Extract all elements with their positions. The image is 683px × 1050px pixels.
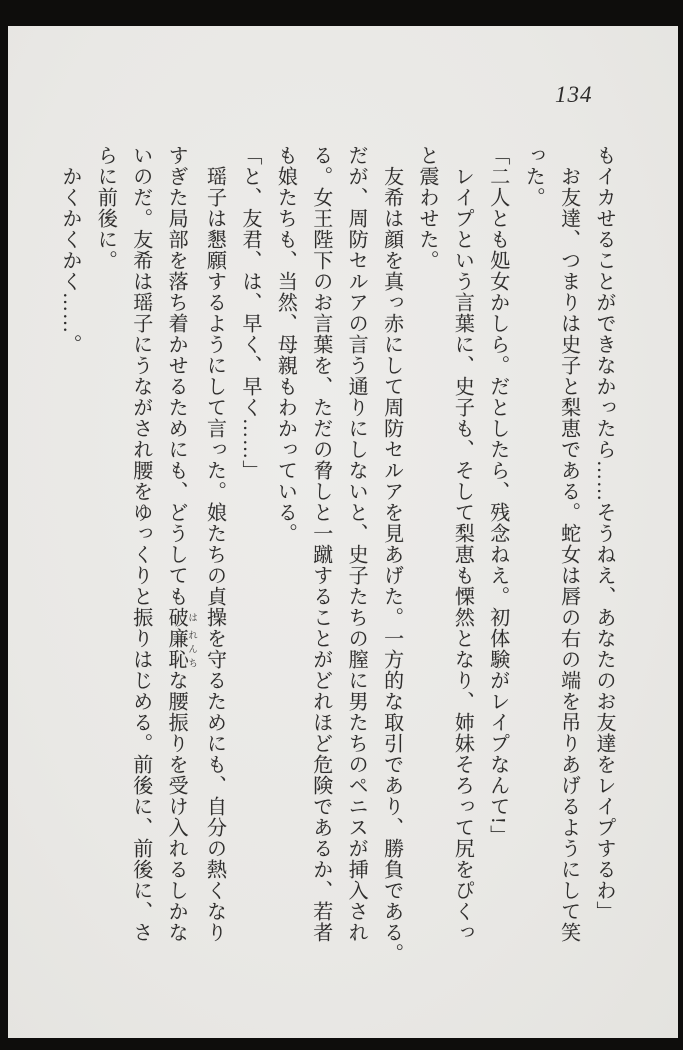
text-run: な腰振りを受け入れるしかな <box>165 670 188 943</box>
text-column <box>409 145 444 973</box>
text-run: いのだ。友希は瑶子にうながされ腰をゆっくりと振りはじめる。前後に、前後に、さ <box>129 145 152 943</box>
text-run: かくかくかく……。 <box>58 166 81 355</box>
text-run: と震わせた。 <box>415 145 438 271</box>
text-run: 「と、友君、は、早く、早く……」 <box>238 145 261 481</box>
text-run: もイカせることができなかったら……そうねえ、あなたのお友達をレイプするわ」 <box>593 145 615 922</box>
text-run: 瑶子は懇願するようにして言った。娘たちの貞操を守るためにも、自分の熱くなり <box>203 166 226 943</box>
ruby-annotated-text: 破 は <box>165 607 197 628</box>
text-run: すぎた局部を落ち着かせるためにも、どうしても <box>165 145 188 607</box>
text-column <box>232 145 267 973</box>
text-run: 友希は顔を真っ赤にして周防セルアを見あげた。一方的な取引であり、勝負である。 <box>380 166 403 964</box>
text-column <box>586 145 621 973</box>
text-column <box>267 145 302 973</box>
text-column <box>444 145 479 973</box>
text-column <box>158 145 196 973</box>
text-run: レイプという言葉に、史子も、そして梨恵も慄然となり、姉妹そろって尻をぴくっ <box>451 166 474 943</box>
text-run: だが、周防セルアの言う通りにしないと、史子たちの膣に男たちのペニスが挿入され <box>345 145 368 943</box>
text-run: お友達、つまりは史子と梨恵である。蛇女は唇の右の端を吊りあげるようにして笑 <box>557 166 580 943</box>
text-run: る。女王陛下のお言葉を、ただの脅しと一蹴することがどれほど危険であるか、若者 <box>309 145 332 943</box>
text-run: った。 <box>522 145 545 208</box>
text-column <box>87 145 122 973</box>
text-column <box>122 145 157 973</box>
text-run: らに前後に。 <box>94 145 117 271</box>
text-column <box>515 145 550 973</box>
text-column <box>196 145 231 973</box>
text-column <box>373 145 408 973</box>
text-column <box>52 145 87 973</box>
page-text-block <box>55 145 621 973</box>
text-run: も娘たちも、当然、母親もわかっている。 <box>274 145 297 544</box>
text-run: 「二人とも処女かしら。だとしたら、残念ねえ。初体験がレイプなんて!」 <box>486 145 509 846</box>
text-column <box>338 145 373 973</box>
ruby-annotated-text: 廉恥 れんち <box>165 628 197 670</box>
text-column <box>550 145 585 973</box>
text-column <box>479 145 514 973</box>
page-paper <box>8 26 678 1038</box>
page-number: 134 <box>555 82 593 107</box>
text-column <box>302 145 337 973</box>
